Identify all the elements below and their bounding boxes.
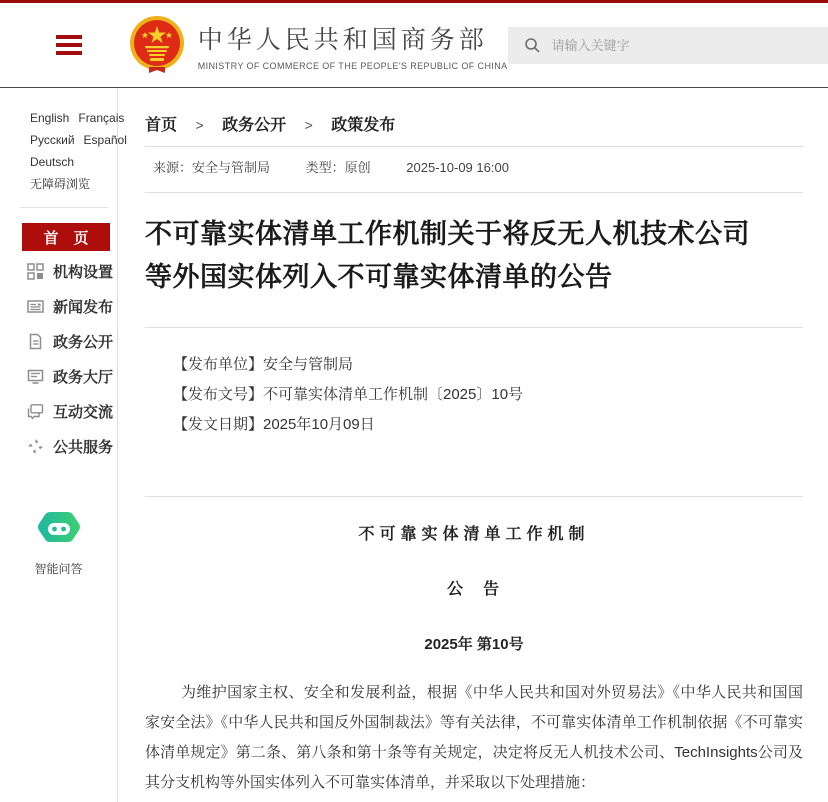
search-box[interactable] xyxy=(508,27,828,64)
sidebar-item-label: 公共服务 xyxy=(53,439,114,456)
breadcrumb-separator: > xyxy=(304,117,313,133)
lang-english[interactable]: English xyxy=(30,111,70,125)
smart-qa-label: 智能问答 xyxy=(34,562,83,576)
breadcrumb-policy-release[interactable]: 政策发布 xyxy=(331,117,396,134)
divider xyxy=(145,146,803,147)
sidebar-divider xyxy=(20,207,108,208)
article-title: 不可靠实体清单工作机制关于将反无人机技术公司等外国实体列入不可靠实体清单的公告 xyxy=(145,219,750,292)
publish-date: 【发文日期】2025年10月09日 xyxy=(173,416,375,433)
site-subtitle: MINISTRY OF COMMERCE OF THE PEOPLE'S REPUBLIC OF CHINA xyxy=(197,60,508,71)
org-grid-icon xyxy=(27,263,44,280)
language-links xyxy=(0,88,127,195)
document-icon xyxy=(27,333,44,350)
sidebar-item-news[interactable] xyxy=(0,289,117,324)
news-icon xyxy=(27,298,44,315)
meta-datetime: 2025-10-09 16:00 xyxy=(406,160,509,175)
document-issuer: 不可靠实体清单工作机制 xyxy=(358,526,590,543)
sidebar-item-label: 政务大厅 xyxy=(53,369,114,386)
article-meta xyxy=(145,157,803,176)
sidebar-item-organization[interactable] xyxy=(0,254,117,289)
meta-type: 类型：原创 xyxy=(305,160,371,175)
site-header xyxy=(0,3,828,88)
article-paragraph: 为维护国家主权、安全和发展利益，根据《中华人民共和国对外贸易法》《中华人民共和国国家安全法》《中华人民共和国反外国制裁法》等有关法律，不可靠实体清单工作机制依据《不可靠实体清单规定》第二条、第八条和第十条等有关规定，决定将反无人机技术公司、TechInsights公司及其分支机构等外国实体列入不可靠实体清单，并采取以下处理措施： xyxy=(145,684,803,791)
divider xyxy=(145,192,803,193)
document-number: 2025年 第10号 xyxy=(424,636,524,653)
main-content xyxy=(118,88,828,802)
divider xyxy=(145,327,803,328)
lang-francais[interactable]: Français xyxy=(78,111,125,125)
sidebar-item-gov-affairs[interactable] xyxy=(0,324,117,359)
service-hall-icon xyxy=(27,368,44,385)
sidebar xyxy=(0,88,127,802)
sidebar-item-public-service[interactable] xyxy=(0,429,117,464)
search-icon xyxy=(524,37,540,53)
lang-deutsch[interactable]: Deutsch xyxy=(30,155,75,169)
breadcrumb xyxy=(145,112,803,135)
publication-info xyxy=(145,350,803,440)
breadcrumb-separator: > xyxy=(195,117,204,133)
lang-espanol[interactable]: Español xyxy=(83,133,127,147)
chat-icon xyxy=(27,403,44,420)
divider xyxy=(145,496,803,497)
meta-source: 来源：安全与管制局 xyxy=(153,160,271,175)
publish-unit: 【发布单位】安全与管制局 xyxy=(173,356,354,373)
hamburger-menu-icon[interactable] xyxy=(56,35,82,55)
sidebar-item-interaction[interactable] xyxy=(0,394,117,429)
sidebar-item-label: 政务公开 xyxy=(53,334,114,351)
site-title: 中华人民共和国商务部 xyxy=(197,25,488,54)
sidebar-item-label: 新闻发布 xyxy=(53,299,114,316)
breadcrumb-home[interactable]: 首页 xyxy=(145,117,178,134)
sidebar-item-service-hall[interactable] xyxy=(0,359,117,394)
breadcrumb-gov-affairs[interactable]: 政务公开 xyxy=(222,117,287,134)
sidebar-item-home[interactable]: 首 页 xyxy=(22,223,110,251)
publish-number: 【发布文号】不可靠实体清单工作机制〔2025〕10号 xyxy=(173,386,524,403)
sidebar-item-label: 互动交流 xyxy=(53,404,114,421)
national-emblem-logo xyxy=(128,15,186,75)
smart-qa-widget[interactable] xyxy=(0,510,117,577)
document-type: 公 告 xyxy=(446,581,501,598)
public-service-icon xyxy=(27,438,44,455)
accessible-browsing-link[interactable]: 无障碍浏览 xyxy=(30,177,91,191)
sidebar-item-label: 机构设置 xyxy=(53,264,114,281)
search-input[interactable] xyxy=(552,38,792,53)
robot-chat-icon xyxy=(36,510,82,548)
lang-russian[interactable]: Русский xyxy=(30,133,75,147)
